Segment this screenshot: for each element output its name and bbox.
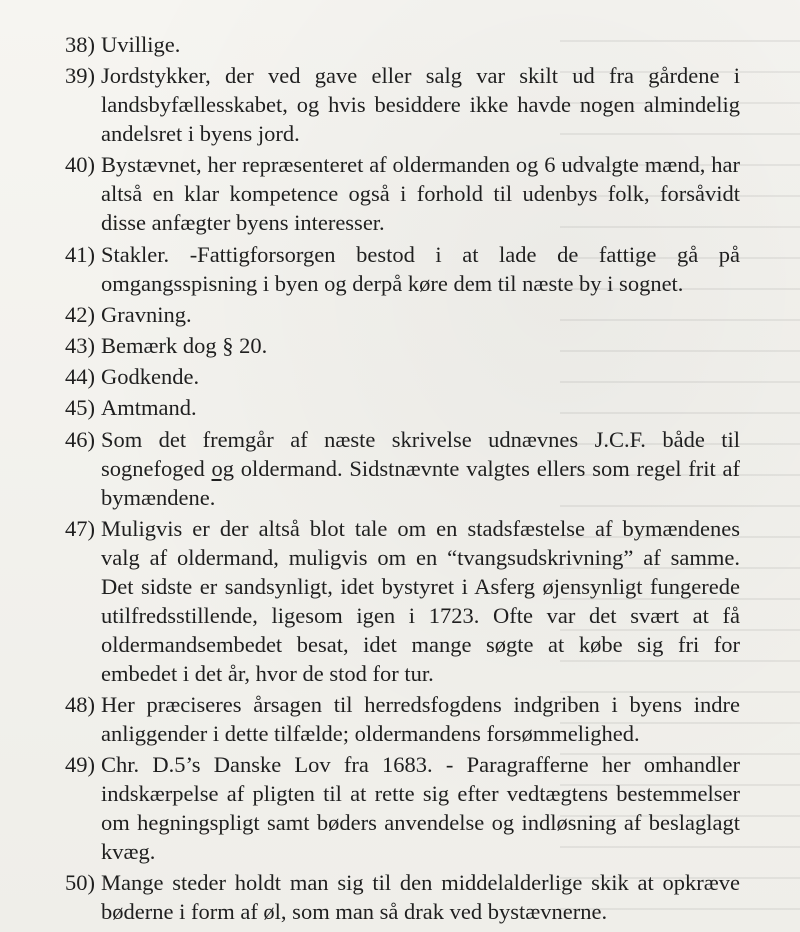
footnote-39: [65, 61, 740, 148]
footnote-40: [65, 150, 740, 237]
footnote-list: [65, 30, 740, 928]
footnote-49: [65, 750, 740, 866]
footnote-48: [65, 690, 740, 748]
footnote-number: 41): [65, 241, 95, 267]
footnote-43: [65, 331, 740, 360]
footnote-47: [65, 514, 740, 688]
footnote-text: Bemærk dog § 20.: [101, 332, 268, 358]
footnote-number: 44): [65, 364, 95, 390]
footnote-text: Stakler. -Fattigforsorgen bestod i at lade de fattige gå på omgangsspisning i byen og derpå køre dem til næste by i sognet.: [101, 241, 740, 296]
footnote-number: 46): [65, 426, 95, 452]
footnote-number: 43): [65, 332, 95, 358]
footnote-text: Uvillige.: [101, 32, 181, 57]
footnote-text: Jordstykker, der ved gave eller salg var skilt ud fra gårdene i landsbyfællesskabet, og hvis besiddere ikke havde nogen almindelig andelsret i byens jord.: [101, 63, 740, 147]
footnote-number: 42): [65, 301, 95, 327]
footnote-text-part: oldermand. Sidstnævnte valgtes ellers som regel frit af bymændene.: [101, 455, 740, 510]
footnote-text: [101, 425, 740, 512]
footnote-45: [65, 393, 740, 422]
footnote-number: 49): [65, 752, 95, 778]
footnote-text: Chr. D.5’s Danske Lov fra 1683. - Paragrafferne her omhandler indskærpelse af pligten til at rette sig efter vedtægtens bestemmelser om hegningspligt samt bøders anvendelse og indløsning af beslaglagt kvæg.: [101, 752, 740, 865]
footnote-text: Gravning.: [101, 301, 192, 327]
footnote-text-part: Som det fremgår af næste skrivelse udnævnes J.C.F. både til sognefoged: [101, 426, 740, 481]
footnote-number: 50): [65, 870, 95, 896]
footnote-number: 48): [65, 691, 95, 717]
footnote-number: 40): [65, 152, 95, 178]
footnote-text: Mange steder holdt man sig til den middelalderlige skik at opkræve bøderne i form af øl, som man så drak ved bystævnerne.: [101, 870, 740, 925]
footnote-46: [65, 425, 740, 512]
footnote-38: [65, 30, 740, 59]
footnote-text: Bystævnet, her repræsenteret af oldermanden og 6 udvalgte mænd, har altså en klar kompetence også i forhold til udenbys folk, forsåvidt disse anfægter byens interesser.: [101, 152, 740, 236]
footnote-42: [65, 300, 740, 329]
underlined-word: og: [211, 455, 234, 481]
footnote-50: [65, 868, 740, 926]
footnote-number: 38): [65, 32, 95, 57]
footnote-text: Her præciseres årsagen til herredsfogdens indgriben i byens indre anliggender i dette tilfælde; oldermandens forsømmelighed.: [101, 691, 740, 746]
footnote-44: [65, 362, 740, 391]
footnote-text: Amtmand.: [101, 395, 197, 421]
footnote-41: [65, 240, 740, 298]
footnote-number: 39): [65, 63, 95, 89]
footnote-text: Godkende.: [101, 364, 200, 390]
footnote-number: 47): [65, 515, 95, 541]
footnote-number: 45): [65, 395, 95, 421]
footnote-text: Muligvis er der altså blot tale om en stadsfæstelse af bymændenes valg af oldermand, muligvis om en “tvangsudskrivning” af samme. Det sidste er sandsynligt, idet bystyret i Asferg øjensynligt fungerede utilfredsstillende, ligesom igen i 1723. Ofte var det svært at få oldermandsembedet besat, idet mange søgte at købe sig fri for embedet i det år, hvor de stod for tur.: [101, 515, 740, 686]
